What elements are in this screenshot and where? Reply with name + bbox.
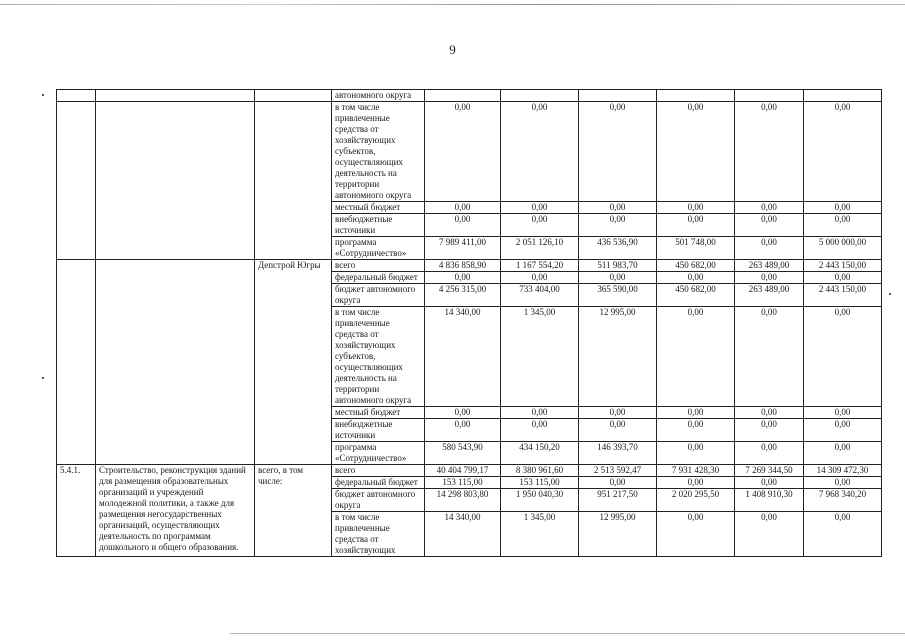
value-cell: 733 404,00 — [501, 284, 579, 307]
source-cell: в том числе привлеченные средства от хозяйствующих — [332, 512, 425, 557]
value-cell: 0,00 — [425, 102, 501, 202]
value-cell: 7 989 411,00 — [425, 237, 501, 260]
source-cell: внебюджетные источники — [332, 214, 425, 237]
source-cell: местный бюджет — [332, 202, 425, 214]
value-cell: 1 345,00 — [501, 512, 579, 557]
code-cell — [57, 102, 96, 260]
value-cell: 0,00 — [425, 407, 501, 419]
table-row — [57, 90, 882, 102]
value-cell: 0,00 — [657, 407, 735, 419]
table-row — [57, 260, 882, 272]
executor-cell: всего, в том числе: — [255, 465, 332, 557]
value-cell: 0,00 — [804, 202, 882, 214]
value-cell: 0,00 — [735, 419, 804, 442]
table-body — [57, 90, 882, 557]
value-cell: 0,00 — [735, 307, 804, 407]
value-cell: 0,00 — [501, 407, 579, 419]
source-cell: автономного округа — [332, 90, 425, 102]
value-cell: 450 682,00 — [657, 284, 735, 307]
table-row — [57, 465, 882, 477]
value-cell: 8 380 961,60 — [501, 465, 579, 477]
source-cell: в том числе привлеченные средства от хозяйствующих субъектов, осуществляющих деятельность на территории автономного округа — [332, 307, 425, 407]
value-cell: 580 543,90 — [425, 442, 501, 465]
source-cell: бюджет автономного округа — [332, 489, 425, 512]
value-cell: 0,00 — [804, 214, 882, 237]
executor-cell: Депстрой Югры — [255, 260, 332, 465]
value-cell: 0,00 — [735, 202, 804, 214]
value-cell — [501, 90, 579, 102]
value-cell: 0,00 — [804, 407, 882, 419]
value-cell — [735, 90, 804, 102]
value-cell: 40 404 799,17 — [425, 465, 501, 477]
value-cell: 0,00 — [425, 272, 501, 284]
scan-speck — [42, 377, 44, 379]
name-cell — [96, 260, 255, 465]
value-cell: 263 489,00 — [735, 284, 804, 307]
value-cell: 0,00 — [657, 442, 735, 465]
code-cell — [57, 260, 96, 465]
source-cell: всего — [332, 465, 425, 477]
scan-border-bottom — [230, 633, 905, 634]
value-cell: 1 408 910,30 — [735, 489, 804, 512]
source-cell: федеральный бюджет — [332, 477, 425, 489]
value-cell: 0,00 — [657, 214, 735, 237]
value-cell: 14 309 472,30 — [804, 465, 882, 477]
value-cell: 1 345,00 — [501, 307, 579, 407]
value-cell: 0,00 — [735, 102, 804, 202]
source-cell: программа «Сотрудничество» — [332, 237, 425, 260]
value-cell: 0,00 — [425, 419, 501, 442]
executor-cell — [255, 102, 332, 260]
value-cell: 0,00 — [501, 214, 579, 237]
value-cell: 0,00 — [657, 102, 735, 202]
name-cell — [96, 90, 255, 102]
value-cell: 0,00 — [579, 102, 657, 202]
value-cell: 0,00 — [735, 272, 804, 284]
value-cell: 0,00 — [579, 419, 657, 442]
value-cell: 0,00 — [735, 512, 804, 557]
value-cell: 0,00 — [579, 202, 657, 214]
value-cell: 153 115,00 — [425, 477, 501, 489]
value-cell: 2 443 150,00 — [804, 260, 882, 272]
value-cell: 7 931 428,30 — [657, 465, 735, 477]
value-cell: 1 950 040,30 — [501, 489, 579, 512]
value-cell: 263 489,00 — [735, 260, 804, 272]
value-cell: 14 298 803,80 — [425, 489, 501, 512]
value-cell: 14 340,00 — [425, 512, 501, 557]
value-cell: 12 995,00 — [579, 512, 657, 557]
value-cell: 12 995,00 — [579, 307, 657, 407]
value-cell: 0,00 — [501, 202, 579, 214]
value-cell: 0,00 — [425, 202, 501, 214]
value-cell: 0,00 — [579, 272, 657, 284]
value-cell: 0,00 — [657, 202, 735, 214]
source-cell: местный бюджет — [332, 407, 425, 419]
value-cell — [804, 90, 882, 102]
value-cell: 434 150,20 — [501, 442, 579, 465]
table-row — [57, 102, 882, 202]
value-cell: 7 968 340,20 — [804, 489, 882, 512]
code-cell — [57, 90, 96, 102]
value-cell: 0,00 — [804, 442, 882, 465]
value-cell: 511 983,70 — [579, 260, 657, 272]
value-cell: 951 217,50 — [579, 489, 657, 512]
value-cell — [425, 90, 501, 102]
value-cell: 0,00 — [501, 272, 579, 284]
value-cell: 0,00 — [804, 419, 882, 442]
value-cell: 0,00 — [657, 272, 735, 284]
value-cell: 0,00 — [501, 102, 579, 202]
value-cell: 450 682,00 — [657, 260, 735, 272]
value-cell: 2 020 295,50 — [657, 489, 735, 512]
financing-table — [56, 89, 882, 557]
value-cell: 0,00 — [804, 477, 882, 489]
value-cell: 7 269 344,50 — [735, 465, 804, 477]
value-cell: 0,00 — [425, 214, 501, 237]
value-cell: 0,00 — [735, 214, 804, 237]
value-cell: 0,00 — [735, 237, 804, 260]
value-cell: 2 443 150,00 — [804, 284, 882, 307]
value-cell: 153 115,00 — [501, 477, 579, 489]
name-cell — [96, 102, 255, 260]
value-cell: 14 340,00 — [425, 307, 501, 407]
value-cell: 1 167 554,20 — [501, 260, 579, 272]
scan-speck — [889, 293, 891, 295]
value-cell — [657, 90, 735, 102]
source-cell: программа «Сотрудничество» — [332, 442, 425, 465]
source-cell: внебюджетные источники — [332, 419, 425, 442]
code-cell: 5.4.1. — [57, 465, 96, 557]
value-cell: 0,00 — [657, 419, 735, 442]
page-number: 9 — [449, 42, 456, 57]
value-cell: 146 393,70 — [579, 442, 657, 465]
value-cell: 0,00 — [657, 307, 735, 407]
scan-border-top — [0, 4, 905, 5]
scan-speck — [42, 94, 44, 96]
value-cell: 0,00 — [804, 102, 882, 202]
value-cell: 4 256 315,00 — [425, 284, 501, 307]
name-cell: Строительство, реконструкция зданий для размещения образовательных организаций и учреждений молодежной политики, а также для размещения негосударственных организаций, осуществляющих деятельность по программам дошкольного и общего образования. — [96, 465, 255, 557]
executor-cell — [255, 90, 332, 102]
value-cell: 436 536,90 — [579, 237, 657, 260]
value-cell: 0,00 — [657, 477, 735, 489]
value-cell: 501 748,00 — [657, 237, 735, 260]
source-cell: всего — [332, 260, 425, 272]
value-cell: 0,00 — [804, 272, 882, 284]
value-cell: 0,00 — [501, 419, 579, 442]
value-cell: 0,00 — [579, 214, 657, 237]
source-cell: в том числе привлеченные средства от хозяйствующих субъектов, осуществляющих деятельность на территории автономного округа — [332, 102, 425, 202]
value-cell: 2 513 592,47 — [579, 465, 657, 477]
value-cell: 0,00 — [735, 442, 804, 465]
value-cell: 5 000 000,00 — [804, 237, 882, 260]
source-cell: бюджет автономного округа — [332, 284, 425, 307]
value-cell: 0,00 — [579, 477, 657, 489]
value-cell: 2 051 126,10 — [501, 237, 579, 260]
value-cell: 0,00 — [579, 407, 657, 419]
value-cell — [579, 90, 657, 102]
source-cell: федеральный бюджет — [332, 272, 425, 284]
value-cell: 0,00 — [804, 307, 882, 407]
value-cell: 0,00 — [804, 512, 882, 557]
value-cell: 4 836 858,90 — [425, 260, 501, 272]
value-cell: 0,00 — [735, 407, 804, 419]
value-cell: 365 590,00 — [579, 284, 657, 307]
value-cell: 0,00 — [735, 477, 804, 489]
value-cell: 0,00 — [657, 512, 735, 557]
